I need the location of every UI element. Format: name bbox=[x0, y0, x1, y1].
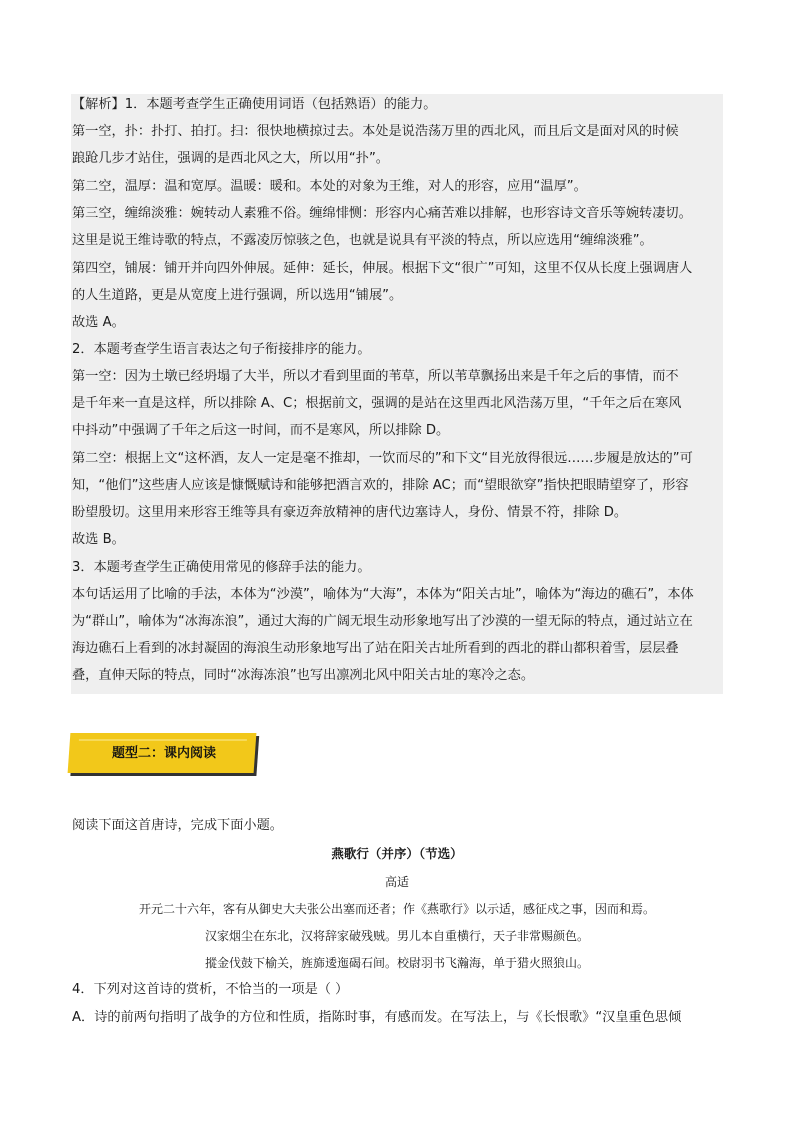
analysis-line: 这里是说王维诗歌的特点，不露凌厉惊骇之色，也就是说具有平淡的特点，所以应选用“缠绵淡雅”。 bbox=[72, 233, 653, 248]
reading-intro: 阅读下面这首唐诗，完成下面小题。 bbox=[72, 818, 283, 833]
analysis-line: 第三空，缠绵淡雅：婉转动人素雅不俗。缠绵悱恻：形容内心痛苦难以排解，也形容诗文音乐等婉转凄切。 bbox=[72, 206, 692, 221]
analysis-line: 故选 A。 bbox=[72, 315, 125, 330]
poem-author: 高适 bbox=[384, 875, 409, 889]
analysis-line: 中抖动”中强调了千年之后这一时间，而不是寒风，所以排除 D。 bbox=[72, 423, 450, 438]
poem-preface: 开元二十六年，客有从御史大夫张公出塞而还者；作《燕歌行》以示适，感征戍之事，因而和焉。 bbox=[138, 902, 655, 916]
analysis-line: 的人生道路，更是从宽度上进行强调，所以选用“铺展”。 bbox=[72, 288, 403, 303]
analysis-line: 第一空：因为土墩已经坍塌了大半，所以才看到里面的苇草，所以苇草飘扬出来是千年之后的事情，而不 bbox=[72, 369, 679, 384]
analysis-line: 知，“他们”这些唐人应该是慷慨赋诗和能够把酒言欢的，排除 AC；而“望眼欲穿”指快把眼睛望穿了，形容 bbox=[72, 478, 689, 493]
analysis-line: 2．本题考查学生语言表达之句子衔接排序的能力。 bbox=[72, 342, 371, 357]
analysis-line: 海边礁石上看到的冰封凝固的海浪生动形象地写出了站在阳关古址所看到的西北的群山都积着雪，层层叠 bbox=[72, 641, 679, 656]
analysis-line: 【解析】1．本题考查学生正确使用词语（包括熟语）的能力。 bbox=[72, 97, 437, 112]
analysis-line: 是千年来一直是这样，所以排除 A、C；根据前文，强调的是站在这里西北风浩荡万里，“千年之后在寒风 bbox=[72, 396, 682, 411]
section-title: 题型二：课内阅读 bbox=[112, 746, 217, 761]
analysis-line: 本句话运用了比喻的手法，本体为“沙漠”，喻体为“大海”，本体为“阳关古址”，喻体为“海边的礁石”，本体 bbox=[72, 587, 694, 602]
question-option-a: A．诗的前两句指明了战争的方位和性质，指陈时事，有感而发。在写法上，与《长恨歌》“汉皇重色思倾 bbox=[72, 1010, 682, 1025]
analysis-line: 第二空：根据上文“这杯酒，友人一定是毫不推却，一饮而尽的”和下文“目光放得很远……步履是放达的”可 bbox=[72, 451, 693, 466]
poem-verse: 汉家烟尘在东北，汉将辞家破残贼。男儿本自重横行，天子非常赐颜色。 bbox=[204, 929, 589, 943]
analysis-line: 第一空，扑：扑打、拍打。扫：很快地横掠过去。本处是说浩荡万里的西北风，而且后文是面对风的时候 bbox=[72, 124, 679, 139]
analysis-line: 盼望殷切。这里用来形容王维等具有豪迈奔放精神的唐代边塞诗人，身份、情景不符，排除 D。 bbox=[72, 505, 628, 520]
analysis-line: 3．本题考查学生正确使用常见的修辞手法的能力。 bbox=[72, 560, 371, 575]
analysis-line: 第四空，铺展：铺开并向四外伸展。延伸：延长，伸展。根据下文“很广”可知，这里不仅从长度上强调唐人 bbox=[72, 261, 693, 276]
analysis-line: 第二空，温厚：温和宽厚。温暖：暖和。本处的对象为王维，对人的形容，应用“温厚”。 bbox=[72, 179, 587, 194]
analysis-line: 叠，直伸天际的特点，同时“冰海冻浪”也写出凛冽北风中阳关古址的寒冷之态。 bbox=[72, 668, 535, 683]
analysis-line: 为“群山”，喻体为“冰海冻浪”，通过大海的广阔无垠生动形象地写出了沙漠的一望无际的特点，通过站立在 bbox=[72, 614, 693, 629]
question-stem: 4．下列对这首诗的赏析，不恰当的一项是（ ） bbox=[72, 982, 349, 997]
poem-verse: 摐金伐鼓下榆关，旌旆逶迤碣石间。校尉羽书飞瀚海，单于猎火照狼山。 bbox=[204, 956, 589, 970]
analysis-line: 故选 B。 bbox=[72, 532, 125, 547]
poem-title: 燕歌行（并序）（节选） bbox=[331, 846, 463, 861]
analysis-line: 踉跄几步才站住，强调的是西北风之大，所以用“扑”。 bbox=[72, 151, 389, 166]
